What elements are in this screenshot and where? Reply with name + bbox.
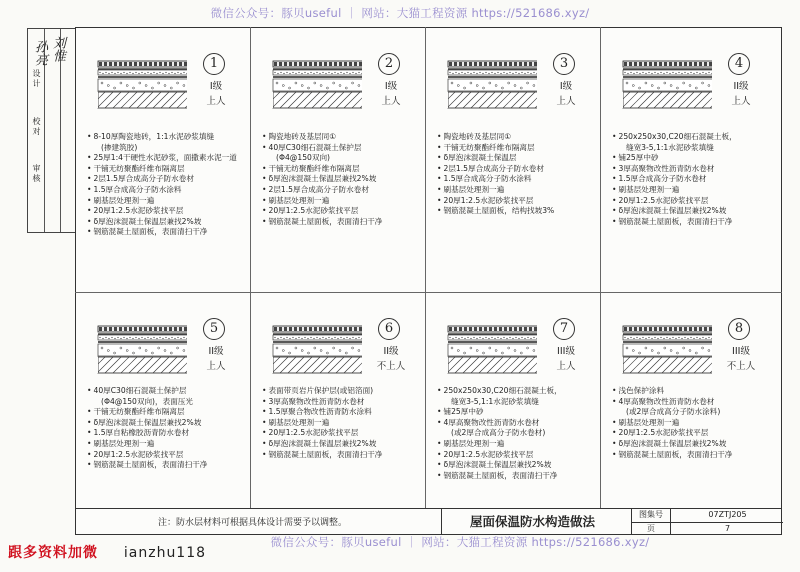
layer-item: • 1.5厚合成高分子防水涂料 [87, 185, 237, 196]
layer-item: • 陶瓷地砖及基层同① [437, 132, 554, 143]
layer-item: • 20厚1:2.5水泥砂浆找平层 [612, 196, 737, 207]
layer-item: (Φ4@150双向)，表面压光 [101, 396, 193, 406]
layer-item: 缝宽3-5,1:1水泥砂浆填缝 [451, 396, 539, 406]
level-grade: I级 [384, 81, 398, 92]
layer-item: • 干铺无纺聚酯纤维布隔离层 [87, 164, 237, 175]
layer-item: • 3厚高聚物改性沥青防水卷材 [262, 397, 382, 408]
layer-item: • δ厚泡沫混凝土保温层兼找2%坡 [87, 418, 207, 429]
layer-item: • 3厚高聚物改性沥青防水卷材 [612, 164, 737, 175]
footer-promo [8, 542, 206, 562]
page-label: 页 [647, 523, 655, 533]
level-grade: II级 [383, 346, 399, 357]
footer-contact: ianzhu118 [123, 545, 207, 561]
layer-list [612, 132, 737, 227]
layer-section-drawing [447, 53, 537, 113]
layer-item: • 钢筋混凝土屋面板，表面清扫干净 [612, 217, 737, 228]
layer-item: • 1.5厚自粘橡胶沥青防水卷材 [87, 428, 207, 439]
signature-2: 刘惟 [50, 36, 65, 62]
layer-item: • δ厚泡沫混凝土保温层兼找2%坡 [87, 217, 237, 228]
detail-cell-2 [250, 27, 425, 292]
access-type: 不上人 [726, 361, 756, 372]
level-grade: II级 [208, 346, 224, 357]
detail-number-badge: 4 [728, 53, 750, 75]
layer-item: • 钢筋混凝土屋面板，表面清扫干净 [612, 450, 732, 461]
signature-1: 孙亮 [32, 40, 47, 66]
level-grade: I级 [559, 81, 573, 92]
detail-number-badge: 2 [378, 53, 400, 75]
waterproof-level [551, 344, 581, 374]
level-grade: III级 [732, 346, 750, 357]
detail-cell-4 [600, 27, 775, 292]
layer-item: • 钢筋混凝土屋面板，结构找坡3% [437, 206, 554, 217]
layer-item: • 20厚1:2.5水泥砂浆找平层 [87, 450, 207, 461]
layer-item: • 1.5厚合成高分子防水涂料 [437, 174, 554, 185]
layer-item: (掺建筑胶) [101, 142, 138, 152]
access-type: 不上人 [376, 361, 406, 372]
layer-item: • 4厚高聚物改性沥青防水卷材 [612, 397, 732, 408]
layer-item: • 20厚1:2.5水泥砂浆找平层 [87, 206, 237, 217]
waterproof-level [376, 79, 406, 109]
layer-item: • 20厚1:2.5水泥砂浆找平层 [437, 196, 554, 207]
layer-list [437, 386, 562, 481]
layer-item: • 40厚C30细石混凝土保护层 [262, 143, 382, 154]
layer-item: • δ厚泡沫混凝土保温层 [437, 153, 554, 164]
access-type: 上人 [556, 361, 576, 372]
layer-item: • 25厚1:4干硬性水泥砂浆，面撒素水泥一道 [87, 153, 237, 164]
layer-item: • 1.5厚合成高分子防水卷材 [612, 174, 737, 185]
detail-number-badge: 1 [203, 53, 225, 75]
layer-item: • δ厚泡沫混凝土保温层兼找2%坡 [262, 174, 382, 185]
drawing-title: 屋面保温防水构造做法 [441, 508, 631, 535]
waterproof-level [726, 79, 756, 109]
layer-item: • 钢筋混凝土屋面板，表面清扫干净 [87, 227, 237, 238]
layer-item: • 钢筋混凝土屋面板，表面清扫干净 [437, 471, 562, 482]
waterproof-level [726, 344, 756, 374]
layer-item: • 2层1.5厚合成高分子防水卷材 [262, 185, 382, 196]
layer-section-drawing [447, 318, 537, 378]
detail-number-badge: 8 [728, 318, 750, 340]
layer-section-drawing [272, 53, 362, 113]
atlas-number: 07ZTJ205 [670, 508, 784, 522]
layer-list [87, 386, 207, 471]
footer-red-text: 跟多资料加微 [8, 545, 98, 561]
layer-item: • 20厚1:2.5水泥砂浆找平层 [437, 450, 562, 461]
layer-item: • 干铺无纺聚酯纤维布隔离层 [437, 143, 554, 154]
access-type: 上人 [381, 96, 401, 107]
layer-item: • 铺25厚中砂 [612, 153, 737, 164]
layer-item: 缝宽3-5,1:1水泥砂浆填缝 [626, 142, 714, 152]
watermark-bottom: 微信公众号：豚贝useful ｜ 网站：大猫工程资源 https://521686.xyz/ [270, 535, 650, 549]
layer-item: • 20厚1:2.5水泥砂浆找平层 [262, 428, 382, 439]
title-block [631, 508, 782, 535]
detail-cell-1 [75, 27, 250, 292]
layer-item: • 2层1.5厚合成高分子防水卷材 [87, 174, 237, 185]
page-number: 7 [670, 522, 784, 536]
layer-item: • 2层1.5厚合成高分子防水卷材 [437, 164, 554, 175]
detail-number-badge: 5 [203, 318, 225, 340]
detail-number-badge: 6 [378, 318, 400, 340]
label-review: 审核 [32, 164, 41, 184]
layer-item: • 刷基层处理剂一遍 [437, 185, 554, 196]
layer-item: • 刷基层处理剂一遍 [437, 439, 562, 450]
layer-section-drawing [97, 318, 187, 378]
layer-list [437, 132, 554, 217]
layer-item: • 陶瓷地砖及基层同① [262, 132, 382, 143]
layer-section-drawing [97, 53, 187, 113]
layer-item: • δ厚泡沫混凝土保温层兼找2%坡 [437, 460, 562, 471]
layer-item: • 20厚1:2.5水泥砂浆找平层 [262, 206, 382, 217]
level-grade: I级 [209, 81, 223, 92]
access-type: 上人 [206, 361, 226, 372]
waterproof-level [551, 79, 581, 109]
level-grade: III级 [557, 346, 575, 357]
layer-item: • 刷基层处理剂一遍 [612, 185, 737, 196]
layer-item: • 表面带页岩片保护层(或铝箔面) [262, 386, 382, 397]
layer-item: • 刷基层处理剂一遍 [87, 439, 207, 450]
waterproof-level [201, 344, 231, 374]
level-grade: II级 [733, 81, 749, 92]
waterproof-level [201, 79, 231, 109]
layer-item: • 干铺无纺聚酯纤维布隔离层 [87, 407, 207, 418]
access-type: 上人 [731, 96, 751, 107]
layer-list [87, 132, 237, 238]
layer-section-drawing [622, 318, 712, 378]
layer-item: • 浅色保护涂料 [612, 386, 732, 397]
access-type: 上人 [556, 96, 576, 107]
layer-item: • 1.5厚聚合物改性沥青防水涂料 [262, 407, 382, 418]
watermark-top: 微信公众号：豚贝useful ｜ 网站：大猫工程资源 https://521686.xyz/ [210, 6, 590, 20]
access-type: 上人 [206, 96, 226, 107]
layer-item: • 刷基层处理剂一遍 [262, 196, 382, 207]
layer-item: • 4厚高聚物改性沥青防水卷材 [437, 418, 562, 429]
detail-number-badge: 3 [553, 53, 575, 75]
layer-item: • 刷基层处理剂一遍 [612, 418, 732, 429]
layer-item: • 刷基层处理剂一遍 [262, 418, 382, 429]
layer-item: (或2厚合成高分子防水卷材) [451, 428, 546, 438]
layer-item: • 250x250x30,C20细石混凝土板， [612, 132, 737, 143]
layer-item: • 铺25厚中砂 [437, 407, 562, 418]
layer-item: • 钢筋混凝土屋面板，表面清扫干净 [262, 217, 382, 228]
atlas-label: 图集号 [639, 510, 663, 519]
layer-item: • 干铺无纺聚酯纤维布隔离层 [262, 164, 382, 175]
layer-item: • 40厚C30细石混凝土保护层 [87, 386, 207, 397]
design-note: 注：防水层材料可根据具体设计需要予以调整。 [158, 518, 348, 528]
label-design: 设计 [32, 69, 41, 89]
layer-list [262, 132, 382, 227]
layer-item: • 刷基层处理剂一遍 [87, 196, 237, 207]
layer-item: (或2厚合成高分子防水涂料) [626, 407, 721, 417]
layer-section-drawing [622, 53, 712, 113]
layer-section-drawing [272, 318, 362, 378]
waterproof-level [376, 344, 406, 374]
layer-item: • δ厚泡沫混凝土保温层兼找2%坡 [612, 439, 732, 450]
layer-item: (Φ4@150双向) [276, 153, 331, 163]
layer-item: • 20厚1:2.5水泥砂浆找平层 [612, 428, 732, 439]
layer-list [612, 386, 732, 460]
label-proof: 校对 [32, 117, 41, 137]
layer-item: • δ厚泡沫混凝土保温层兼找2%坡 [612, 206, 737, 217]
layer-item: • 钢筋混凝土屋面板，表面清扫干净 [262, 450, 382, 461]
layer-item: • 8-10厚陶瓷地砖，1:1水泥砂浆填缝 [87, 132, 237, 143]
layer-item: • 250x250x30,C20细石混凝土板， [437, 386, 562, 397]
layer-item: • 钢筋混凝土屋面板，表面清扫干净 [87, 460, 207, 471]
layer-list [262, 386, 382, 460]
layer-item: • δ厚泡沫混凝土保温层兼找2%坡 [262, 439, 382, 450]
detail-cell-3 [425, 27, 600, 292]
detail-number-badge: 7 [553, 318, 575, 340]
